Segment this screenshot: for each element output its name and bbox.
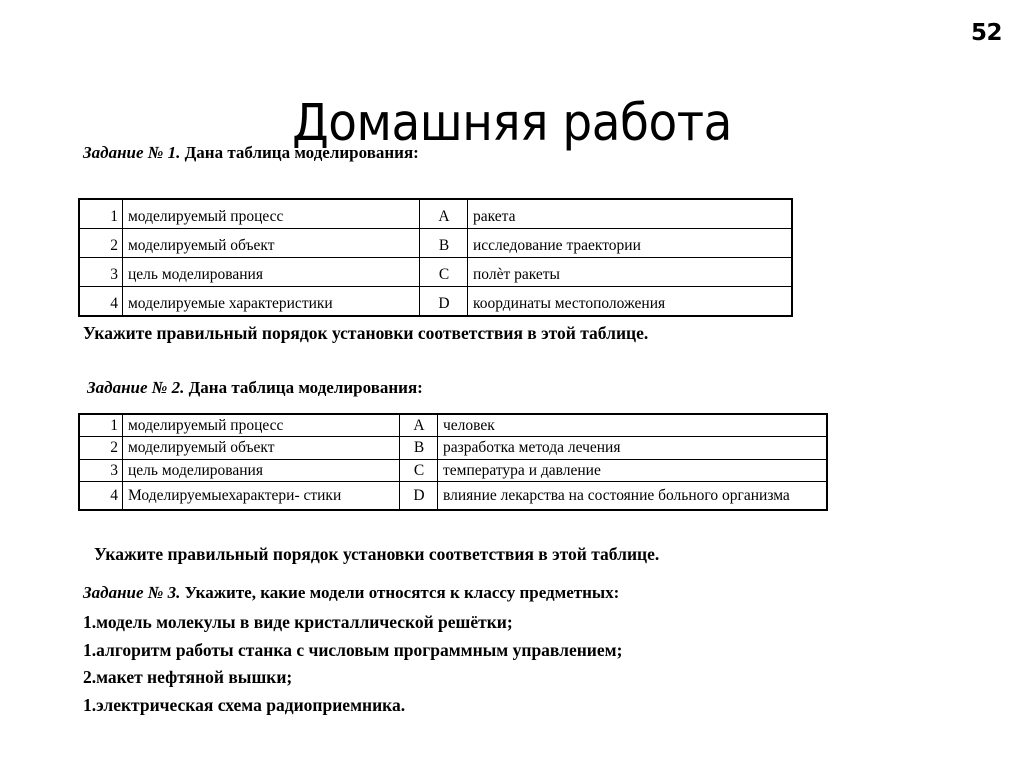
list-item-marker: 2. — [83, 667, 97, 688]
row-value: исследование траектории — [468, 229, 793, 258]
list-item — [83, 692, 622, 720]
task-prompt-2: Укажите правильный порядок установки соответствия в этой таблице. — [94, 544, 660, 564]
row-term: цель моделирования — [123, 258, 420, 287]
list-item-marker: 1. — [83, 694, 97, 715]
answer-options-list — [83, 609, 622, 720]
row-value: влияние лекарства на состояние больного организма — [438, 482, 828, 511]
matching-table-2 — [78, 413, 828, 511]
task-label-2: Задание № 2. — [87, 378, 185, 397]
table-row — [79, 287, 792, 317]
row-letter: B — [420, 229, 468, 258]
row-number: 1 — [79, 199, 123, 229]
row-letter: A — [420, 199, 468, 229]
task-prompt-1: Укажите правильный порядок установки соответствия в этой таблице. — [83, 323, 649, 343]
row-letter: B — [400, 437, 438, 459]
task-text-3: Укажите, какие модели относятся к классу предметных: — [180, 583, 620, 602]
task-heading-2 — [87, 378, 423, 398]
row-term: моделируемый процесс — [123, 199, 420, 229]
task-text-2: Дана таблица моделирования: — [184, 378, 423, 397]
task-label-1: Задание № 1. — [83, 143, 181, 162]
row-number: 4 — [79, 482, 123, 511]
table-row — [79, 459, 827, 481]
row-value: координаты местоположения — [468, 287, 793, 317]
row-number: 3 — [79, 258, 123, 287]
row-letter: C — [420, 258, 468, 287]
list-item-marker: 1. — [83, 612, 97, 632]
row-term: моделируемый объект — [123, 437, 400, 459]
row-term: моделируемый процесс — [123, 414, 400, 437]
list-item-label: алгоритм работы станка с числовым программным управлением; — [96, 639, 623, 660]
row-number: 1 — [79, 414, 123, 437]
row-value: ракета — [468, 199, 793, 229]
task-label-3: Задание № 3. — [83, 583, 181, 602]
row-value: полѐт ракеты — [468, 258, 793, 287]
page-number: 52 — [970, 20, 1002, 46]
list-item — [83, 637, 622, 665]
row-value: температура и давление — [438, 459, 828, 481]
table-row — [79, 437, 827, 459]
table-row — [79, 229, 792, 258]
row-term: цель моделирования — [123, 459, 400, 481]
list-item — [83, 609, 622, 637]
row-letter: C — [400, 459, 438, 481]
list-item-label: электрическая схема радиоприемника. — [96, 694, 406, 715]
row-number: 2 — [79, 437, 123, 459]
table-row — [79, 482, 827, 511]
table-row — [79, 199, 792, 229]
row-letter: D — [400, 482, 438, 511]
table-row — [79, 258, 792, 287]
row-number: 2 — [79, 229, 123, 258]
task-heading-1 — [83, 143, 419, 163]
row-letter: A — [400, 414, 438, 437]
page-title: Домашняя работа — [292, 94, 732, 154]
row-number: 3 — [79, 459, 123, 481]
task-text-1: Дана таблица моделирования: — [180, 143, 419, 162]
list-item-label: макет нефтяной вышки; — [96, 667, 293, 688]
table-row — [79, 414, 827, 437]
row-value: человек — [438, 414, 828, 437]
row-number: 4 — [79, 287, 123, 317]
list-item-marker: 1. — [83, 639, 97, 660]
matching-table-1 — [78, 198, 793, 317]
row-term: моделируемый объект — [123, 229, 420, 258]
list-item-label: модель молекулы в виде кристаллической решётки; — [96, 612, 513, 632]
row-letter: D — [420, 287, 468, 317]
row-term: моделируемые характеристики — [123, 287, 420, 317]
task-heading-3 — [83, 583, 619, 603]
row-value: разработка метода лечения — [438, 437, 828, 459]
row-term: Моделируемыехарактери- стики — [123, 482, 400, 511]
list-item — [83, 664, 622, 692]
